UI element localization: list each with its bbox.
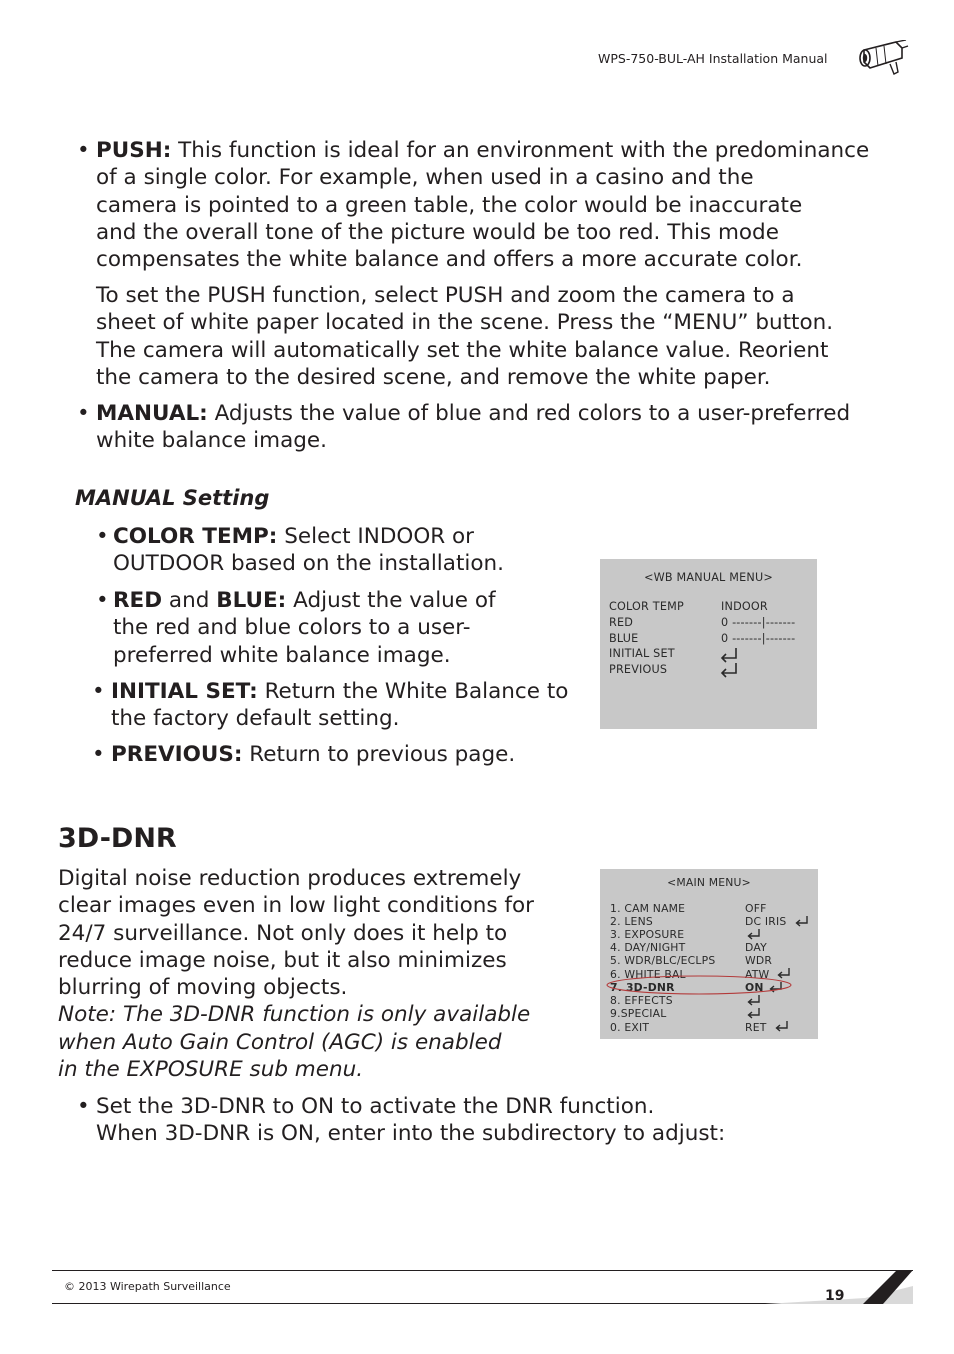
main-row-label: 1. CAM NAME [610, 902, 686, 915]
wb-menu-title: <WB MANUAL MENU> [644, 571, 773, 584]
main-row-label: 6. WHITE BAL [610, 968, 686, 981]
wb-row-label: RED [609, 616, 634, 629]
dnr-line-1: Digital noise reduction produces extremely [58, 866, 522, 891]
main-row-label-selected: 7. 3D-DNR [610, 981, 675, 994]
red-blue-line-2: the red and blue colors to a user- [113, 615, 471, 641]
red-label: RED [113, 588, 163, 613]
bullet-mark: • [77, 138, 90, 163]
blue-label: BLUE: [216, 588, 287, 613]
push-line-4: and the overall tone of the picture would be too red. This mode [96, 219, 779, 245]
main-row-label: 3. EXPOSURE [610, 928, 685, 941]
main-row-label: 2. LENS [610, 915, 653, 928]
push-setup-line-4: the camera to the desired scene, and remove the white paper. [96, 364, 771, 390]
main-row-label: 0. EXIT [610, 1021, 650, 1034]
bullet-mark: • [92, 742, 105, 767]
wb-row-value: 0 -------|------- [721, 616, 796, 629]
manual-setting-heading: MANUAL Setting [75, 486, 270, 510]
initial-set-label: INITIAL SET: [111, 679, 258, 704]
bullet-mark: • [77, 401, 90, 426]
main-row-value: DAY [745, 941, 767, 954]
push-line-2: of a single color. For example, when used in a casino and the [96, 165, 754, 191]
running-header: WPS-750-BUL-AH Installation Manual [598, 51, 828, 66]
push-setup-line-3: The camera will automatically set the white balance value. Reorient [96, 337, 829, 363]
wb-row-label: BLUE [609, 632, 639, 645]
dnr-line-4: reduce image noise, but it also minimizes [58, 947, 507, 973]
main-menu-title: <MAIN MENU> [667, 876, 751, 889]
dnr-line-3: 24/7 surveillance. Not only does it help to [58, 920, 508, 946]
push-label: PUSH: [96, 138, 172, 163]
red-blue-text: Adjust the value of [286, 588, 496, 613]
manual-paragraph [96, 400, 850, 455]
dnr-note-2: when Auto Gain Control (AGC) is enabled [58, 1029, 502, 1055]
color-temp-text: Select INDOOR or [277, 524, 475, 549]
bullet-mark: • [77, 1094, 90, 1119]
main-row-value: OFF [745, 902, 767, 915]
previous-line-1 [111, 741, 515, 768]
push-line-3: camera is pointed to a green table, the color would be inaccurate [96, 192, 803, 218]
dnr-instruction [96, 1093, 725, 1148]
previous-item [111, 741, 515, 768]
manual-label: MANUAL: [96, 401, 208, 426]
push-paragraph [96, 137, 869, 273]
initial-set-text: Return the White Balance to [257, 679, 569, 704]
red-blue-line-3: preferred white balance image. [113, 642, 451, 668]
main-row-label: 8. EFFECTS [610, 994, 673, 1007]
push-line-1 [96, 137, 869, 164]
dnr-heading: 3D-DNR [58, 823, 177, 854]
wb-row-label: INITIAL SET [609, 647, 675, 660]
main-row-value: WDR [745, 954, 773, 967]
main-row-label: 5. WDR/BLC/ECLPS [610, 954, 716, 967]
wb-row-value: 0 -------|------- [721, 632, 796, 645]
main-row-value: ATW [745, 968, 770, 981]
wb-manual-menu-screen [600, 559, 817, 729]
wb-row-value: INDOOR [721, 600, 768, 613]
main-row-value: DC IRIS [745, 915, 787, 928]
page-number: 19 [825, 1288, 845, 1304]
dnr-note-1: Note: The 3D-DNR function is only available [58, 1002, 531, 1028]
initial-set-item [111, 678, 568, 733]
and-text: and [162, 588, 217, 613]
wb-row-label: PREVIOUS [609, 663, 668, 676]
dnr-line-2: clear images even in low light conditions for [58, 893, 534, 919]
enter-arrow-icon [794, 915, 810, 928]
main-row-value: RET [745, 1021, 767, 1034]
color-temp-label: COLOR TEMP: [113, 524, 278, 549]
enter-arrow-icon [774, 1020, 790, 1033]
dnr-instruction-line-2: When 3D-DNR is ON, enter into the subdirectory to adjust: [96, 1121, 726, 1147]
copyright: © 2013 Wirepath Surveillance [64, 1280, 231, 1293]
main-row-value-selected: ON [745, 981, 764, 994]
main-row-label: 4. DAY/NIGHT [610, 941, 686, 954]
enter-arrow-icon [746, 928, 762, 941]
bullet-mark: • [96, 588, 109, 613]
red-blue-item [113, 587, 496, 669]
color-temp-item [113, 523, 504, 578]
dnr-description [58, 865, 534, 1083]
enter-arrow-icon [746, 1007, 762, 1020]
initial-set-line-2: the factory default setting. [111, 706, 400, 732]
dnr-note-3: in the EXPOSURE sub menu. [58, 1057, 364, 1083]
main-menu-screen [600, 869, 818, 1039]
push-setup-line-1: To set the PUSH function, select PUSH and zoom the camera to a [96, 283, 795, 308]
previous-label: PREVIOUS: [111, 742, 243, 767]
color-temp-line-1 [113, 523, 504, 550]
push-text-1: This function is ideal for an environment with the predominance [171, 138, 870, 163]
red-blue-line-1 [113, 587, 496, 614]
initial-set-line-1 [111, 678, 568, 705]
bullet-mark: • [96, 524, 109, 549]
dnr-line-5: blurring of moving objects. [58, 975, 348, 1001]
dnr-instruction-line-1: Set the 3D-DNR to ON to activate the DNR function. [96, 1094, 655, 1119]
push-setup-line-2: sheet of white paper located in the scene. Press the “MENU” button. [96, 310, 834, 336]
push-setup-paragraph [96, 282, 833, 391]
wb-row-label: COLOR TEMP [609, 600, 684, 613]
push-line-5: compensates the white balance and offers a more accurate color. [96, 247, 803, 273]
bullet-mark: • [92, 679, 105, 704]
manual-line-1 [96, 400, 850, 427]
previous-text: Return to previous page. [242, 742, 516, 767]
bullet-camera-icon [850, 40, 910, 76]
manual-text-1: Adjusts the value of blue and red colors to a user-preferred [207, 401, 851, 426]
color-temp-line-2: OUTDOOR based on the installation. [113, 551, 504, 577]
manual-line-2: white balance image. [96, 428, 327, 454]
enter-arrow-icon [718, 662, 740, 678]
enter-arrow-icon [718, 647, 740, 663]
selection-ellipse-highlight [604, 973, 794, 997]
main-row-label: 9.SPECIAL [610, 1007, 667, 1020]
